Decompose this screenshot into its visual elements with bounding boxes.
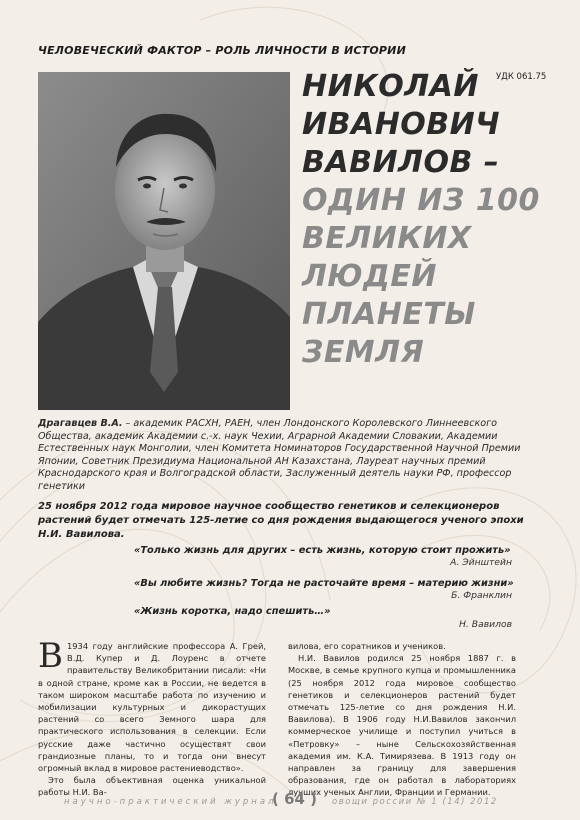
epigraph-quote: «Вы любите жизнь? Тогда не расточайте время – материю жизни» [134, 578, 514, 589]
author-bio: – академик РАСХН, РАЕН, член Лондонского Королевского Линнеевского Общества, академик Академии с.-х. наук Чехии, Аграрной Академии Словакии, Академии Естественных наук Монголии, член Комитета Номинаторов Государственной Научной Премии Японии, Советник Президиума Национальной АН Казахстана, Лауреат научных премий Краснодарского края и Волгоградской области, Заслуженный деятель науки РФ, профессор генетики [38, 418, 521, 492]
footer-journal-type: научно-практический журнал [64, 797, 277, 807]
page-number: ( 64 ) [272, 790, 318, 808]
body-paragraph: вилова, его соратников и учеников. [288, 641, 446, 651]
body-text: 1934 году английские профессора А. Грей, В.Д. Купер и Д. Лоуренс в отчете правительству Великобритании писали: «Ни в одной стране, кроме как в России, не ведется в таком широком масштабе работа по изучению и мобилизации культурных и дикорастущих растений со всего Земного шара для практического использования в селекции. Если русские даже частично осуществят свои грандиозные планы, то и тогда они внесут огромный вклад в мировое растениеводство». [38, 641, 266, 774]
portrait-photo [38, 72, 290, 410]
epigraph-author: Б. Франклин [451, 590, 512, 601]
epigraph-quote: «Только жизнь для других – есть жизнь, которую стоит прожить» [134, 545, 511, 556]
udk-code: УДК 061.75 [496, 72, 547, 82]
footer-journal-issue: овощи россии № 1 (14) 2012 [332, 797, 498, 807]
body-column-left [38, 636, 266, 799]
section-rubric: ЧЕЛОВЕЧЕСКИЙ ФАКТОР – РОЛЬ ЛИЧНОСТИ В ИСТОРИИ [38, 44, 406, 57]
title-line: ИВАНОВИЧ [302, 107, 501, 142]
title-line: ОДИН ИЗ 100 [302, 183, 540, 218]
title-line: ВАВИЛОВ – [302, 145, 500, 180]
title-line: ВЕЛИКИХ [302, 221, 472, 256]
title-line: ПЛАНЕТЫ [302, 297, 476, 332]
title-line: НИКОЛАЙ [302, 69, 479, 104]
body-paragraph: Это была объективная оценка уникальной работы Н.И. Ва- [38, 775, 266, 798]
lead-paragraph: 25 ноября 2012 года мировое научное сообщество генетиков и селекционеров растений будет отмечать 125-летие со дня рождения выдающегося ученого эпохи Н.И. Вавилова. [38, 501, 524, 540]
body-paragraph [38, 636, 266, 774]
title-line: ЗЕМЛЯ [302, 335, 425, 370]
title-line: ЛЮДЕЙ [302, 259, 437, 294]
epigraph-author: А. Эйнштейн [450, 557, 512, 568]
article-title [302, 68, 572, 372]
body-column-right [288, 640, 516, 799]
epigraph-quote: «Жизнь коротка, надо спешить…» [134, 606, 331, 617]
body-paragraph: Н.И. Вавилов родился 25 ноября 1887 г. в Москве, в семье крупного купца и промышленника (25 ноября 2012 года мировое сообщество генетиков и селекционеров растений будет отмечать 125-летие со дня рождения Н.И. Вавилова). В 1906 году Н.И.Вавилов закончил коммерческое училище и поступил учиться в «Петровку» – ныне Сельскохозяйственная академия им. К.А. Тимирязева. В 1913 году он направлен за границу для завершения образования, где он работал в лабораториях лучших ученых Англии, Франции и Германии. [288, 653, 516, 798]
drop-cap: В [38, 636, 63, 676]
author-name: Драгавцев В.А. [38, 418, 123, 429]
epigraph-author: Н. Вавилов [459, 619, 512, 630]
author-info [38, 418, 548, 494]
